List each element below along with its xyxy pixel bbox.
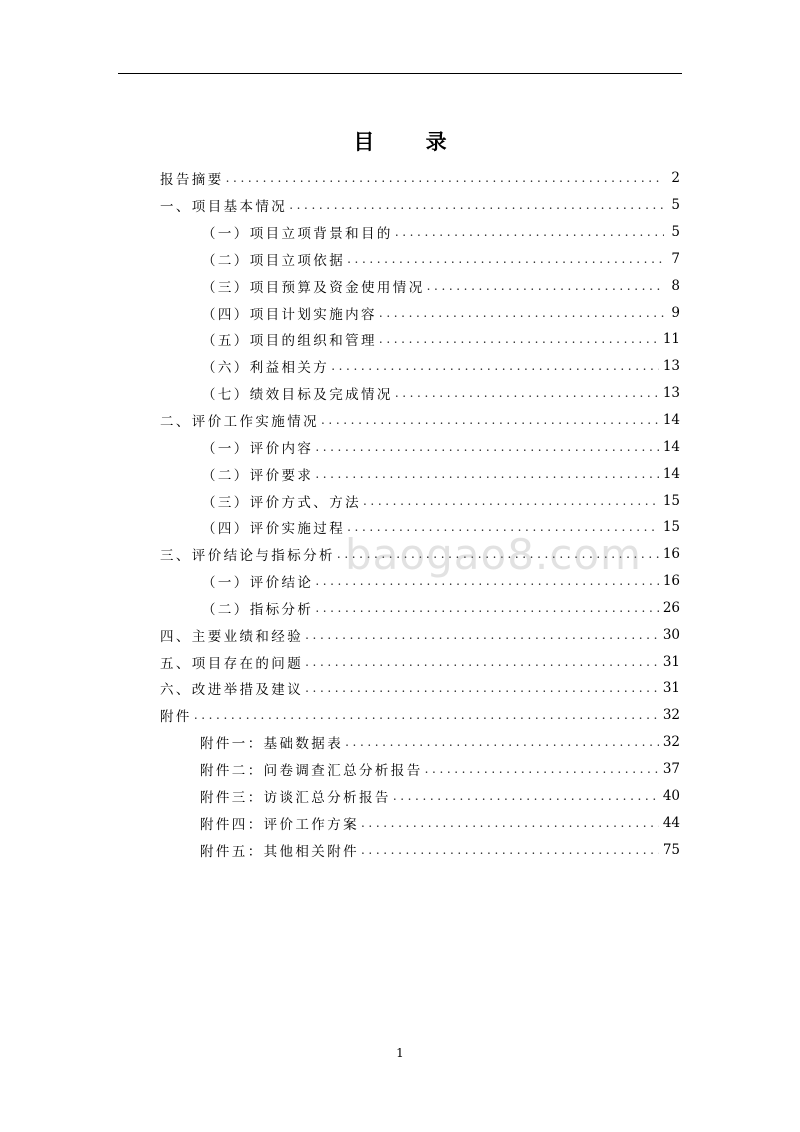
toc-entry[interactable] [160, 353, 680, 380]
toc-entry[interactable] [160, 165, 680, 192]
toc-entry-label: （一）评价内容 [202, 440, 314, 457]
dot-leader [315, 601, 659, 615]
toc-entry-label: （三）评价方式、方法 [202, 494, 361, 511]
toc-entry-label: （一）项目立项背景和目的 [202, 226, 393, 243]
toc-entry-label: （五）项目的组织和管理 [202, 333, 377, 350]
toc-entry[interactable] [160, 836, 680, 863]
toc-entry-page: 7 [671, 250, 680, 267]
toc-entry-label: （七）绩效目标及完成情况 [202, 387, 393, 404]
toc-entry-label: （一）评价结论 [202, 575, 314, 592]
toc-entry-page: 16 [662, 573, 680, 590]
toc-entry-page: 44 [662, 814, 680, 831]
page-number: 1 [396, 1046, 404, 1060]
toc-entry-label: 一、项目基本情况 [160, 199, 288, 216]
dot-leader [379, 332, 659, 346]
toc-entry-page: 31 [662, 653, 680, 670]
toc-entry[interactable] [160, 729, 680, 756]
toc-entry-label: （六）利益相关方 [202, 360, 330, 377]
toc-entry[interactable] [160, 702, 680, 729]
toc-entry-page: 40 [662, 787, 680, 804]
toc-entry-page: 75 [662, 841, 680, 858]
toc-entry-page: 14 [662, 412, 680, 429]
page-title: 目 录 [353, 130, 469, 154]
toc-entry-page: 5 [671, 197, 680, 214]
toc-entry-label: 六、改进举措及建议 [160, 682, 304, 699]
dot-leader [305, 655, 659, 669]
dot-leader [315, 467, 659, 481]
dot-leader [427, 279, 664, 293]
toc-entry[interactable] [160, 595, 680, 622]
toc-entry-label: 附件三：访谈汇总分析报告 [200, 789, 391, 806]
toc-entry[interactable] [160, 299, 680, 326]
toc-entry[interactable] [160, 648, 680, 675]
dot-leader [379, 306, 664, 320]
toc-entry-page: 31 [662, 680, 680, 697]
toc-entry-label: （四）评价实施过程 [202, 521, 346, 538]
table-of-contents [160, 165, 680, 863]
toc-entry-page: 37 [662, 760, 680, 777]
toc-entry-label: 附件二：问卷调查汇总分析报告 [200, 762, 423, 779]
toc-entry-label: 二、评价工作实施情况 [160, 414, 319, 431]
toc-entry-page: 32 [662, 707, 680, 724]
toc-entry-page: 32 [662, 734, 680, 751]
toc-entry-label: （二）指标分析 [202, 601, 314, 618]
toc-entry-page: 11 [662, 331, 680, 348]
toc-entry[interactable] [160, 246, 680, 273]
toc-entry-page: 30 [662, 626, 680, 643]
toc-entry-label: 四、主要业绩和经验 [160, 628, 304, 645]
dot-leader [305, 681, 659, 695]
toc-entry-label: （二）评价要求 [202, 467, 314, 484]
toc-entry-page: 14 [662, 438, 680, 455]
dot-leader [194, 708, 659, 722]
toc-entry-page: 13 [662, 358, 680, 375]
toc-entry-label: （三）项目预算及资金使用情况 [202, 279, 425, 296]
toc-entry-label: （二）项目立项依据 [202, 252, 346, 269]
toc-entry-label: 附件四：评价工作方案 [200, 816, 359, 833]
toc-entry[interactable] [160, 621, 680, 648]
toc-entry[interactable] [160, 272, 680, 299]
toc-entry[interactable] [160, 675, 680, 702]
dot-leader [305, 628, 659, 642]
toc-entry[interactable] [160, 192, 680, 219]
dot-leader [363, 494, 659, 508]
toc-entry-page: 15 [662, 492, 680, 509]
toc-entry[interactable] [160, 433, 680, 460]
toc-entry[interactable] [160, 782, 680, 809]
toc-entry[interactable] [160, 380, 680, 407]
toc-entry[interactable] [160, 809, 680, 836]
toc-entry-page: 16 [662, 546, 680, 563]
toc-entry-page: 14 [662, 465, 680, 482]
dot-leader [395, 386, 659, 400]
dot-leader [361, 843, 659, 857]
toc-entry-label: （四）项目计划实施内容 [202, 306, 377, 323]
toc-entry[interactable] [160, 460, 680, 487]
toc-entry-page: 26 [662, 599, 680, 616]
dot-leader [393, 789, 659, 803]
toc-entry[interactable] [160, 219, 680, 246]
watermark: baogao8.com [345, 530, 642, 579]
dot-leader [289, 198, 664, 212]
header-rule [118, 73, 682, 74]
toc-entry-page: 9 [671, 304, 680, 321]
toc-entry-page: 13 [662, 385, 680, 402]
toc-entry[interactable] [160, 487, 680, 514]
toc-entry-label: 五、项目存在的问题 [160, 655, 304, 672]
toc-entry-label: 报告摘要 [160, 172, 224, 189]
dot-leader [315, 440, 659, 454]
dot-leader [321, 413, 659, 427]
dot-leader [331, 359, 659, 373]
toc-entry-page: 2 [671, 170, 680, 187]
toc-entry-label: 三、评价结论与指标分析 [160, 548, 335, 565]
dot-leader [347, 252, 664, 266]
dot-leader [395, 225, 664, 239]
dot-leader [226, 171, 664, 185]
toc-entry-page: 5 [671, 224, 680, 241]
dot-leader [361, 816, 659, 830]
toc-entry-page: 8 [671, 277, 680, 294]
toc-entry-label: 附件 [160, 709, 192, 726]
toc-entry[interactable] [160, 756, 680, 783]
dot-leader [345, 735, 659, 749]
toc-entry[interactable] [160, 407, 680, 434]
dot-leader [425, 762, 659, 776]
toc-entry-label: 附件五：其他相关附件 [200, 843, 359, 860]
toc-entry[interactable] [160, 326, 680, 353]
toc-entry-label: 附件一：基础数据表 [200, 736, 344, 753]
toc-entry-page: 15 [662, 519, 680, 536]
